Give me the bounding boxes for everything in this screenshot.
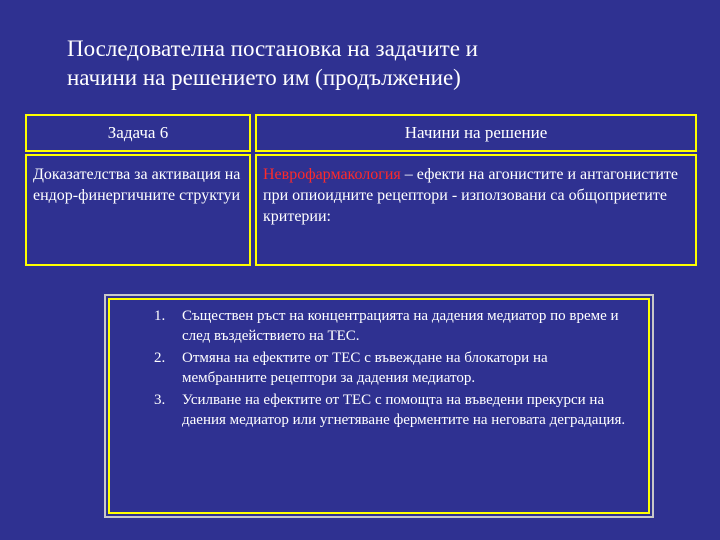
list-item: [154, 306, 634, 346]
table-cell-task: Доказателства за активация на ендор-финергичните структуи: [25, 154, 251, 266]
slide-title-line-2: начини на решението им (продължение): [67, 65, 461, 90]
table-header-task: Задача 6: [25, 114, 251, 152]
methods-description: – ефекти на агонистите и антагонистите при опиоидните рецептори - използовани са общоприетите критерии:: [263, 166, 679, 225]
list-item: [154, 390, 634, 430]
table-cell-methods: [255, 154, 697, 266]
list-item-text: Съществен ръст на концентрацията на дадения медиатор по време и след въздействието на ТЕС.: [182, 308, 619, 344]
list-item-text: Усилване на ефектите от ТЕС с помощта на въведени прекурси на даения медиатор или угнетяване ферментите на неговата деградация.: [182, 392, 626, 428]
list-item-number: 2.: [154, 350, 166, 366]
table-header-methods: Начини на решение: [255, 114, 697, 152]
slide-title: [67, 34, 667, 92]
list-item-number: 3.: [154, 392, 166, 408]
list-item-number: 1.: [154, 308, 166, 324]
criteria-list: [110, 300, 648, 430]
highlighted-term: Неврофармакология: [263, 166, 401, 183]
list-item: [154, 348, 634, 388]
list-item-text: Отмяна на ефектите от ТЕС с въвеждане на блокатори на мембранните рецептори за дадения медиатор.: [182, 350, 548, 386]
slide-title-line-1: Последователна постановка на задачите и: [67, 36, 478, 61]
criteria-box: [108, 298, 650, 514]
